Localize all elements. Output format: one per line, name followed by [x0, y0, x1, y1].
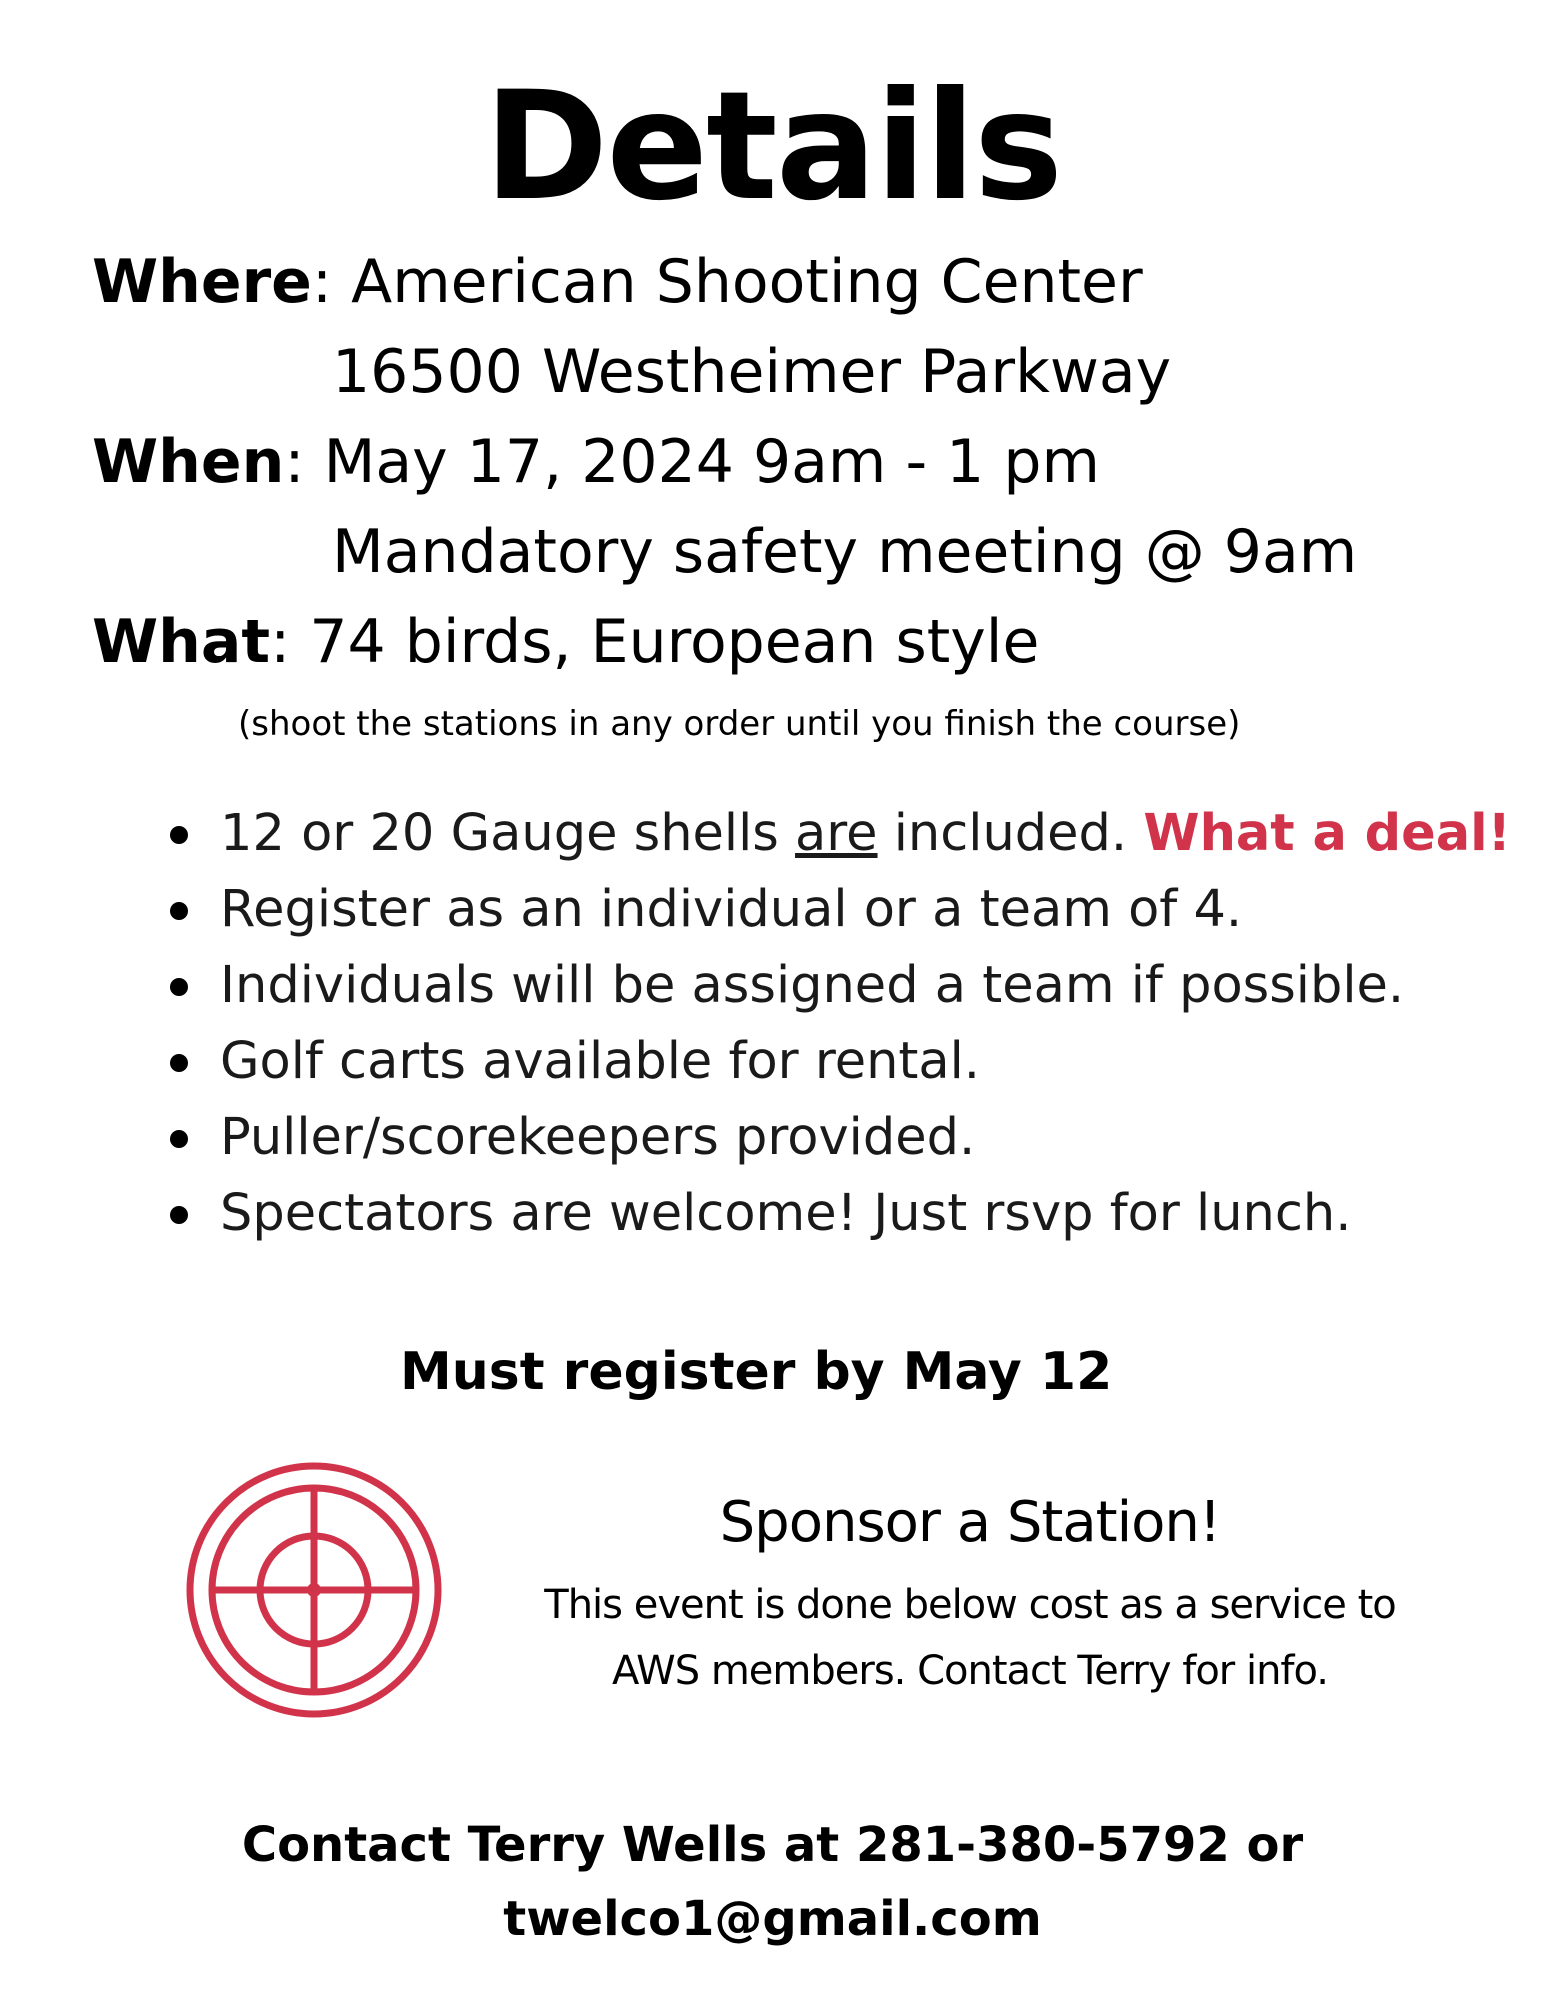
where-label: Where — [92, 247, 312, 317]
page-title: Details — [483, 60, 1062, 234]
sponsor-heading: Sponsor a Station! — [719, 1490, 1221, 1555]
what-description: 74 birds, European style — [309, 607, 1040, 677]
registration-deadline: Must register by May 12 — [400, 1342, 1113, 1402]
bullet-text-post: included. — [877, 804, 1144, 863]
where-colon: : — [311, 247, 352, 317]
where-address: 16500 Westheimer Parkway — [332, 337, 1172, 407]
bullet-text-pre: 12 or 20 Gauge shells — [220, 804, 796, 863]
contact-email: twelco1@gmail.com — [503, 1891, 1042, 1947]
list-item — [160, 796, 1511, 872]
bullet-dot-icon — [170, 978, 188, 996]
when-line — [92, 427, 1100, 497]
list-item — [160, 1176, 1511, 1252]
bullet-text: Register as an individual or a team of 4. — [220, 880, 1243, 939]
sponsor-line: AWS members. Contact Terry for info. — [612, 1648, 1328, 1694]
list-item — [160, 948, 1511, 1024]
when-safety-meeting: Mandatory safety meeting @ 9am — [332, 517, 1358, 587]
deal-highlight: What a deal! — [1143, 804, 1511, 863]
what-note: (shoot the stations in any order until you finish the course) — [238, 704, 1241, 744]
where-venue: American Shooting Center — [351, 247, 1143, 317]
bullet-dot-icon — [170, 1130, 188, 1148]
bullet-text: Individuals will be assigned a team if possible. — [220, 956, 1405, 1015]
when-label: When — [92, 427, 285, 497]
list-item — [160, 1100, 1511, 1176]
what-colon: : — [270, 607, 310, 677]
what-label: What — [92, 607, 271, 677]
list-item — [160, 1024, 1511, 1100]
bullet-text-underlined: are — [795, 804, 878, 863]
bullet-text: Spectators are welcome! Just rsvp for lunch. — [220, 1184, 1352, 1243]
sponsor-description — [520, 1572, 1420, 1704]
when-date: May 17, 2024 9am - 1 pm — [323, 427, 1100, 497]
bullet-dot-icon — [170, 902, 188, 920]
bullet-text: Puller/scorekeepers provided. — [220, 1108, 976, 1167]
details-list — [160, 796, 1511, 1252]
sponsor-line: This event is done below cost as a service to — [544, 1582, 1396, 1628]
bullet-dot-icon — [170, 826, 188, 844]
bullet-dot-icon — [170, 1054, 188, 1072]
when-colon: : — [284, 427, 324, 497]
contact-info — [0, 1808, 1545, 1956]
crosshair-target-icon — [184, 1460, 444, 1720]
where-line — [92, 247, 1143, 317]
contact-phone-line: Contact Terry Wells at 281-380-5792 or — [241, 1817, 1304, 1873]
what-line — [92, 607, 1040, 677]
bullet-text: Golf carts available for rental. — [220, 1032, 981, 1091]
bullet-dot-icon — [170, 1206, 188, 1224]
list-item — [160, 872, 1511, 948]
